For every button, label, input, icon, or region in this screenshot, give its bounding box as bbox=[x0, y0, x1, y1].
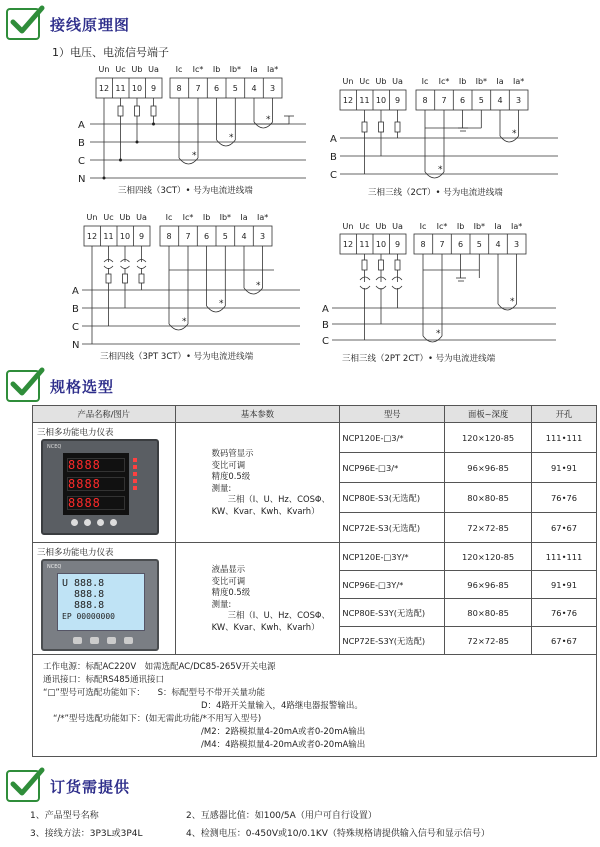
note-line: “/*”型号选配功能如下：(如无需此功能/*不用写入型号) bbox=[53, 714, 262, 724]
spec-table bbox=[32, 405, 597, 757]
table-row bbox=[33, 423, 597, 453]
terminal-label: Ia* bbox=[256, 213, 269, 222]
phase-label: A bbox=[322, 304, 329, 315]
phase-label: C bbox=[72, 322, 79, 333]
terminal-label: Ia* bbox=[510, 222, 523, 231]
table-header-row bbox=[33, 406, 597, 423]
notes-cell bbox=[33, 655, 597, 757]
params-cell bbox=[175, 543, 340, 655]
order-item: 2、互感器比值：如100/5A（用户可自行设置） bbox=[186, 811, 377, 821]
check-icon bbox=[6, 8, 40, 40]
section-order-title: 订货需提供 bbox=[50, 777, 131, 796]
terminal-label: Ia bbox=[240, 213, 248, 222]
hole-cell: 67•67 bbox=[532, 627, 597, 655]
model-cell: NCP120E-□3Y/* bbox=[340, 543, 445, 571]
note-line: 工作电源：标配AC220V 如需选配AC/DC85-265V开关电源 bbox=[43, 662, 276, 672]
terminal-label: Uc bbox=[359, 222, 370, 231]
terminal-label: Ia bbox=[250, 65, 258, 74]
terminal-number: 6 bbox=[460, 96, 466, 105]
terminal-number: 5 bbox=[476, 240, 482, 249]
terminal-label: Ib* bbox=[219, 213, 232, 222]
hole-cell: 111•111 bbox=[532, 543, 597, 571]
terminal-number: 11 bbox=[115, 84, 126, 93]
terminal-label: Ia* bbox=[266, 65, 279, 74]
terminal-number: 6 bbox=[204, 232, 210, 241]
param-line: 精度0.5级 bbox=[211, 471, 251, 481]
terminal-number: 9 bbox=[138, 232, 145, 241]
param-line: 变比可调 bbox=[211, 575, 246, 586]
terminal-number: 3 bbox=[270, 84, 276, 93]
param-line: 变比可调 bbox=[211, 459, 246, 470]
model-cell: NCP72E-S3(无选配) bbox=[340, 513, 445, 543]
terminal-label: Un bbox=[98, 65, 110, 74]
wiring-diagram-3p4w-3pt3ct bbox=[72, 208, 302, 353]
model-cell: NCP80E-S3Y(无选配) bbox=[340, 599, 445, 627]
param-line: 测量: bbox=[211, 482, 232, 493]
col-header: 开孔 bbox=[532, 406, 597, 423]
terminal-label: Ib bbox=[456, 222, 465, 231]
terminal-label: Ic* bbox=[438, 77, 450, 86]
meter-brand: NCEQ bbox=[47, 444, 62, 450]
product-name: 三相多功能电力仪表 bbox=[37, 428, 114, 438]
terminal-label: Un bbox=[342, 222, 354, 231]
panel-cell: 80×80-85 bbox=[445, 483, 532, 513]
panel-cell: 80×80-85 bbox=[445, 599, 532, 627]
terminal-label: Ic* bbox=[192, 65, 204, 74]
panel-cell: 96×96-85 bbox=[445, 453, 532, 483]
terminal-label: Ua bbox=[148, 65, 159, 74]
note-line: /M4：4路模拟量4-20mA或者0-20mA输出 bbox=[201, 740, 366, 750]
terminal-number: 4 bbox=[241, 232, 247, 241]
terminal-label: Ia* bbox=[512, 77, 525, 86]
svg-text:*: * bbox=[219, 299, 224, 309]
phase-label: N bbox=[72, 340, 80, 351]
table-row bbox=[33, 543, 597, 571]
terminal-number: 7 bbox=[441, 96, 447, 105]
product-cell bbox=[33, 423, 176, 543]
hole-cell: 111•111 bbox=[532, 423, 597, 453]
check-icon bbox=[6, 770, 40, 802]
svg-text:*: * bbox=[438, 165, 443, 175]
terminal-label: Ua bbox=[136, 213, 147, 222]
terminal-number: 8 bbox=[176, 84, 182, 93]
phase-label: A bbox=[72, 286, 79, 297]
terminal-number: 11 bbox=[359, 96, 370, 105]
wiring-diagram-3p3w-2ct bbox=[330, 70, 560, 185]
param-line: KW、Kvar、Kwh、Kvarh） bbox=[211, 505, 320, 516]
note-line: D：4路开关量输入，4路继电器报警输出。 bbox=[201, 701, 363, 711]
terminal-label: Ub bbox=[375, 222, 387, 231]
svg-text:*: * bbox=[266, 115, 271, 125]
phase-label: N bbox=[78, 174, 86, 185]
terminal-label: Ic* bbox=[182, 213, 194, 222]
terminal-number: 6 bbox=[458, 240, 464, 249]
terminal-label: Ib* bbox=[475, 77, 488, 86]
product-cell bbox=[33, 543, 176, 655]
check-icon bbox=[6, 370, 40, 402]
param-line: 液晶显示 bbox=[211, 564, 246, 574]
param-line: 数码管显示 bbox=[211, 448, 254, 458]
current-terminal-block bbox=[170, 78, 282, 98]
terminal-label: Ic bbox=[421, 77, 429, 86]
led-meter-image: NCEQ 8888 8888 8888 bbox=[41, 439, 159, 535]
param-line: KW、Kvar、Kwh、Kvarh） bbox=[211, 621, 320, 632]
terminal-label: Ua bbox=[392, 77, 403, 86]
terminal-label: Ic bbox=[165, 213, 173, 222]
terminal-label: Ia bbox=[494, 222, 502, 231]
terminal-number: 12 bbox=[342, 96, 354, 105]
lcd-meter-image: NCEQ U 888.8 888.8 888.8 EP 00000000 bbox=[41, 559, 159, 651]
terminal-number: 10 bbox=[375, 96, 387, 105]
terminal-number: 7 bbox=[195, 84, 201, 93]
model-cell: NCP80E-S3(无选配) bbox=[340, 483, 445, 513]
terminal-number: 12 bbox=[98, 84, 110, 93]
section-spec-title: 规格选型 bbox=[50, 377, 115, 396]
phase-label: A bbox=[330, 134, 337, 145]
section-spec-header bbox=[6, 368, 114, 404]
param-line: 测量: bbox=[211, 598, 232, 609]
hole-cell: 91•91 bbox=[532, 453, 597, 483]
col-header: 产品名称/图片 bbox=[33, 406, 176, 423]
col-header: 面板~深度 bbox=[445, 406, 532, 423]
phase-label: A bbox=[78, 120, 85, 131]
terminal-number: 10 bbox=[375, 240, 387, 249]
terminal-number: 3 bbox=[516, 96, 522, 105]
col-header: 基本参数 bbox=[175, 406, 340, 423]
terminal-label: Un bbox=[342, 77, 354, 86]
hole-cell: 76•76 bbox=[532, 599, 597, 627]
wiring-lines bbox=[90, 98, 306, 178]
model-cell: NCP96E-□3Y/* bbox=[340, 571, 445, 599]
terminal-number: 3 bbox=[260, 232, 266, 241]
terminal-label: Un bbox=[86, 213, 98, 222]
order-item: 1、产品型号名称 bbox=[30, 811, 99, 821]
svg-text:*: * bbox=[510, 297, 515, 307]
svg-text:*: * bbox=[229, 133, 234, 143]
phase-label: B bbox=[78, 138, 85, 149]
terminal-label: Ia bbox=[496, 77, 504, 86]
terminal-number: 11 bbox=[103, 232, 114, 241]
wiring-diagram-3p3w-2pt2ct bbox=[320, 220, 560, 350]
terminal-number: 10 bbox=[119, 232, 131, 241]
terminal-label: Uc bbox=[359, 77, 370, 86]
model-cell: NCP72E-S3Y(无选配) bbox=[340, 627, 445, 655]
terminal-number: 4 bbox=[495, 240, 501, 249]
svg-text:*: * bbox=[192, 151, 197, 161]
svg-text:*: * bbox=[436, 329, 441, 339]
param-line: 精度0.5级 bbox=[211, 587, 251, 597]
terminal-number: 8 bbox=[420, 240, 426, 249]
terminal-number: 9 bbox=[394, 96, 401, 105]
panel-cell: 120×120-85 bbox=[445, 423, 532, 453]
wiring-subhead: 1）电压、电流信号端子 bbox=[52, 46, 169, 59]
terminal-label: Uc bbox=[103, 213, 114, 222]
note-line: 通讯接口：标配RS485通讯接口 bbox=[43, 675, 165, 685]
terminal-label: Ub bbox=[131, 65, 143, 74]
product-name: 三相多功能电力仪表 bbox=[37, 548, 114, 558]
terminal-label: Ib* bbox=[229, 65, 242, 74]
terminal-number: 9 bbox=[394, 240, 401, 249]
phase-label: C bbox=[330, 170, 337, 181]
terminal-number: 5 bbox=[232, 84, 238, 93]
terminal-label: Ib bbox=[458, 77, 467, 86]
terminal-number: 4 bbox=[497, 96, 503, 105]
terminal-label: Ic bbox=[175, 65, 183, 74]
section-order-header bbox=[6, 768, 130, 804]
phase-label: B bbox=[330, 152, 337, 163]
col-header: 型号 bbox=[340, 406, 445, 423]
diagram-caption: 三相四线（3PT 3CT）• 号为电流进线端 bbox=[100, 352, 254, 362]
terminal-number: 4 bbox=[251, 84, 257, 93]
terminal-number: 10 bbox=[131, 84, 143, 93]
terminal-number: 7 bbox=[185, 232, 191, 241]
phase-label: B bbox=[72, 304, 79, 315]
terminal-label: Ub bbox=[119, 213, 131, 222]
phase-label: C bbox=[78, 156, 85, 167]
order-item: 4、检测电压：0-450V或10/0.1KV（特殊规格请提供输入信号和显示信号） bbox=[186, 829, 490, 839]
terminal-number: 5 bbox=[222, 232, 228, 241]
terminal-label: Ib bbox=[212, 65, 221, 74]
terminal-label: Ib bbox=[202, 213, 211, 222]
params-cell bbox=[175, 423, 340, 543]
terminal-number: 12 bbox=[342, 240, 354, 249]
panel-cell: 72×72-85 bbox=[445, 513, 532, 543]
model-cell: NCP120E-□3/* bbox=[340, 423, 445, 453]
param-line: 三相（I、U、Hz、COSΦ、 bbox=[227, 494, 330, 504]
hole-cell: 91•91 bbox=[532, 571, 597, 599]
diagram-caption: 三相四线（3CT）• 号为电流进线端 bbox=[118, 186, 253, 196]
hole-cell: 67•67 bbox=[532, 513, 597, 543]
terminal-number: 11 bbox=[359, 240, 370, 249]
terminal-number: 9 bbox=[150, 84, 157, 93]
meter-brand: NCEQ bbox=[47, 564, 62, 570]
svg-text:*: * bbox=[512, 129, 517, 139]
terminal-number: 7 bbox=[439, 240, 445, 249]
order-item: 3、接线方法：3P3L或3P4L bbox=[30, 829, 143, 839]
diagram-caption: 三相三线（2CT）• 号为电流进线端 bbox=[368, 188, 503, 198]
panel-cell: 96×96-85 bbox=[445, 571, 532, 599]
terminal-number: 5 bbox=[478, 96, 484, 105]
note-line: “□”型号可选配功能如下： S：标配型号不带开关量功能 bbox=[43, 688, 265, 698]
terminal-number: 12 bbox=[86, 232, 98, 241]
phase-label: C bbox=[322, 336, 329, 347]
terminal-label: Ub bbox=[375, 77, 387, 86]
svg-text:*: * bbox=[182, 317, 187, 327]
terminal-number: 8 bbox=[422, 96, 428, 105]
note-line: /M2：2路模拟量4-20mA或者0-20mA输出 bbox=[201, 727, 366, 737]
terminal-number: 6 bbox=[214, 84, 220, 93]
param-line: 三相（I、U、Hz、COSΦ、 bbox=[227, 610, 330, 620]
terminal-label: Ic bbox=[419, 222, 427, 231]
terminal-label: Ic* bbox=[436, 222, 448, 231]
terminal-label: Ib* bbox=[473, 222, 486, 231]
svg-text:*: * bbox=[256, 281, 261, 291]
phase-label: B bbox=[322, 320, 329, 331]
wiring-diagram-3p4w-3ct bbox=[78, 60, 308, 195]
terminal-number: 8 bbox=[166, 232, 172, 241]
model-cell: NCP96E-□3/* bbox=[340, 453, 445, 483]
notes-row bbox=[33, 655, 597, 757]
terminal-number: 3 bbox=[514, 240, 520, 249]
section-wiring-header bbox=[6, 6, 130, 42]
hole-cell: 76•76 bbox=[532, 483, 597, 513]
panel-cell: 72×72-85 bbox=[445, 627, 532, 655]
diagram-caption: 三相三线（2PT 2CT）• 号为电流进线端 bbox=[342, 354, 496, 364]
terminal-label: Uc bbox=[115, 65, 126, 74]
terminal-label: Ua bbox=[392, 222, 403, 231]
panel-cell: 120×120-85 bbox=[445, 543, 532, 571]
section-wiring-title: 接线原理图 bbox=[50, 15, 131, 34]
